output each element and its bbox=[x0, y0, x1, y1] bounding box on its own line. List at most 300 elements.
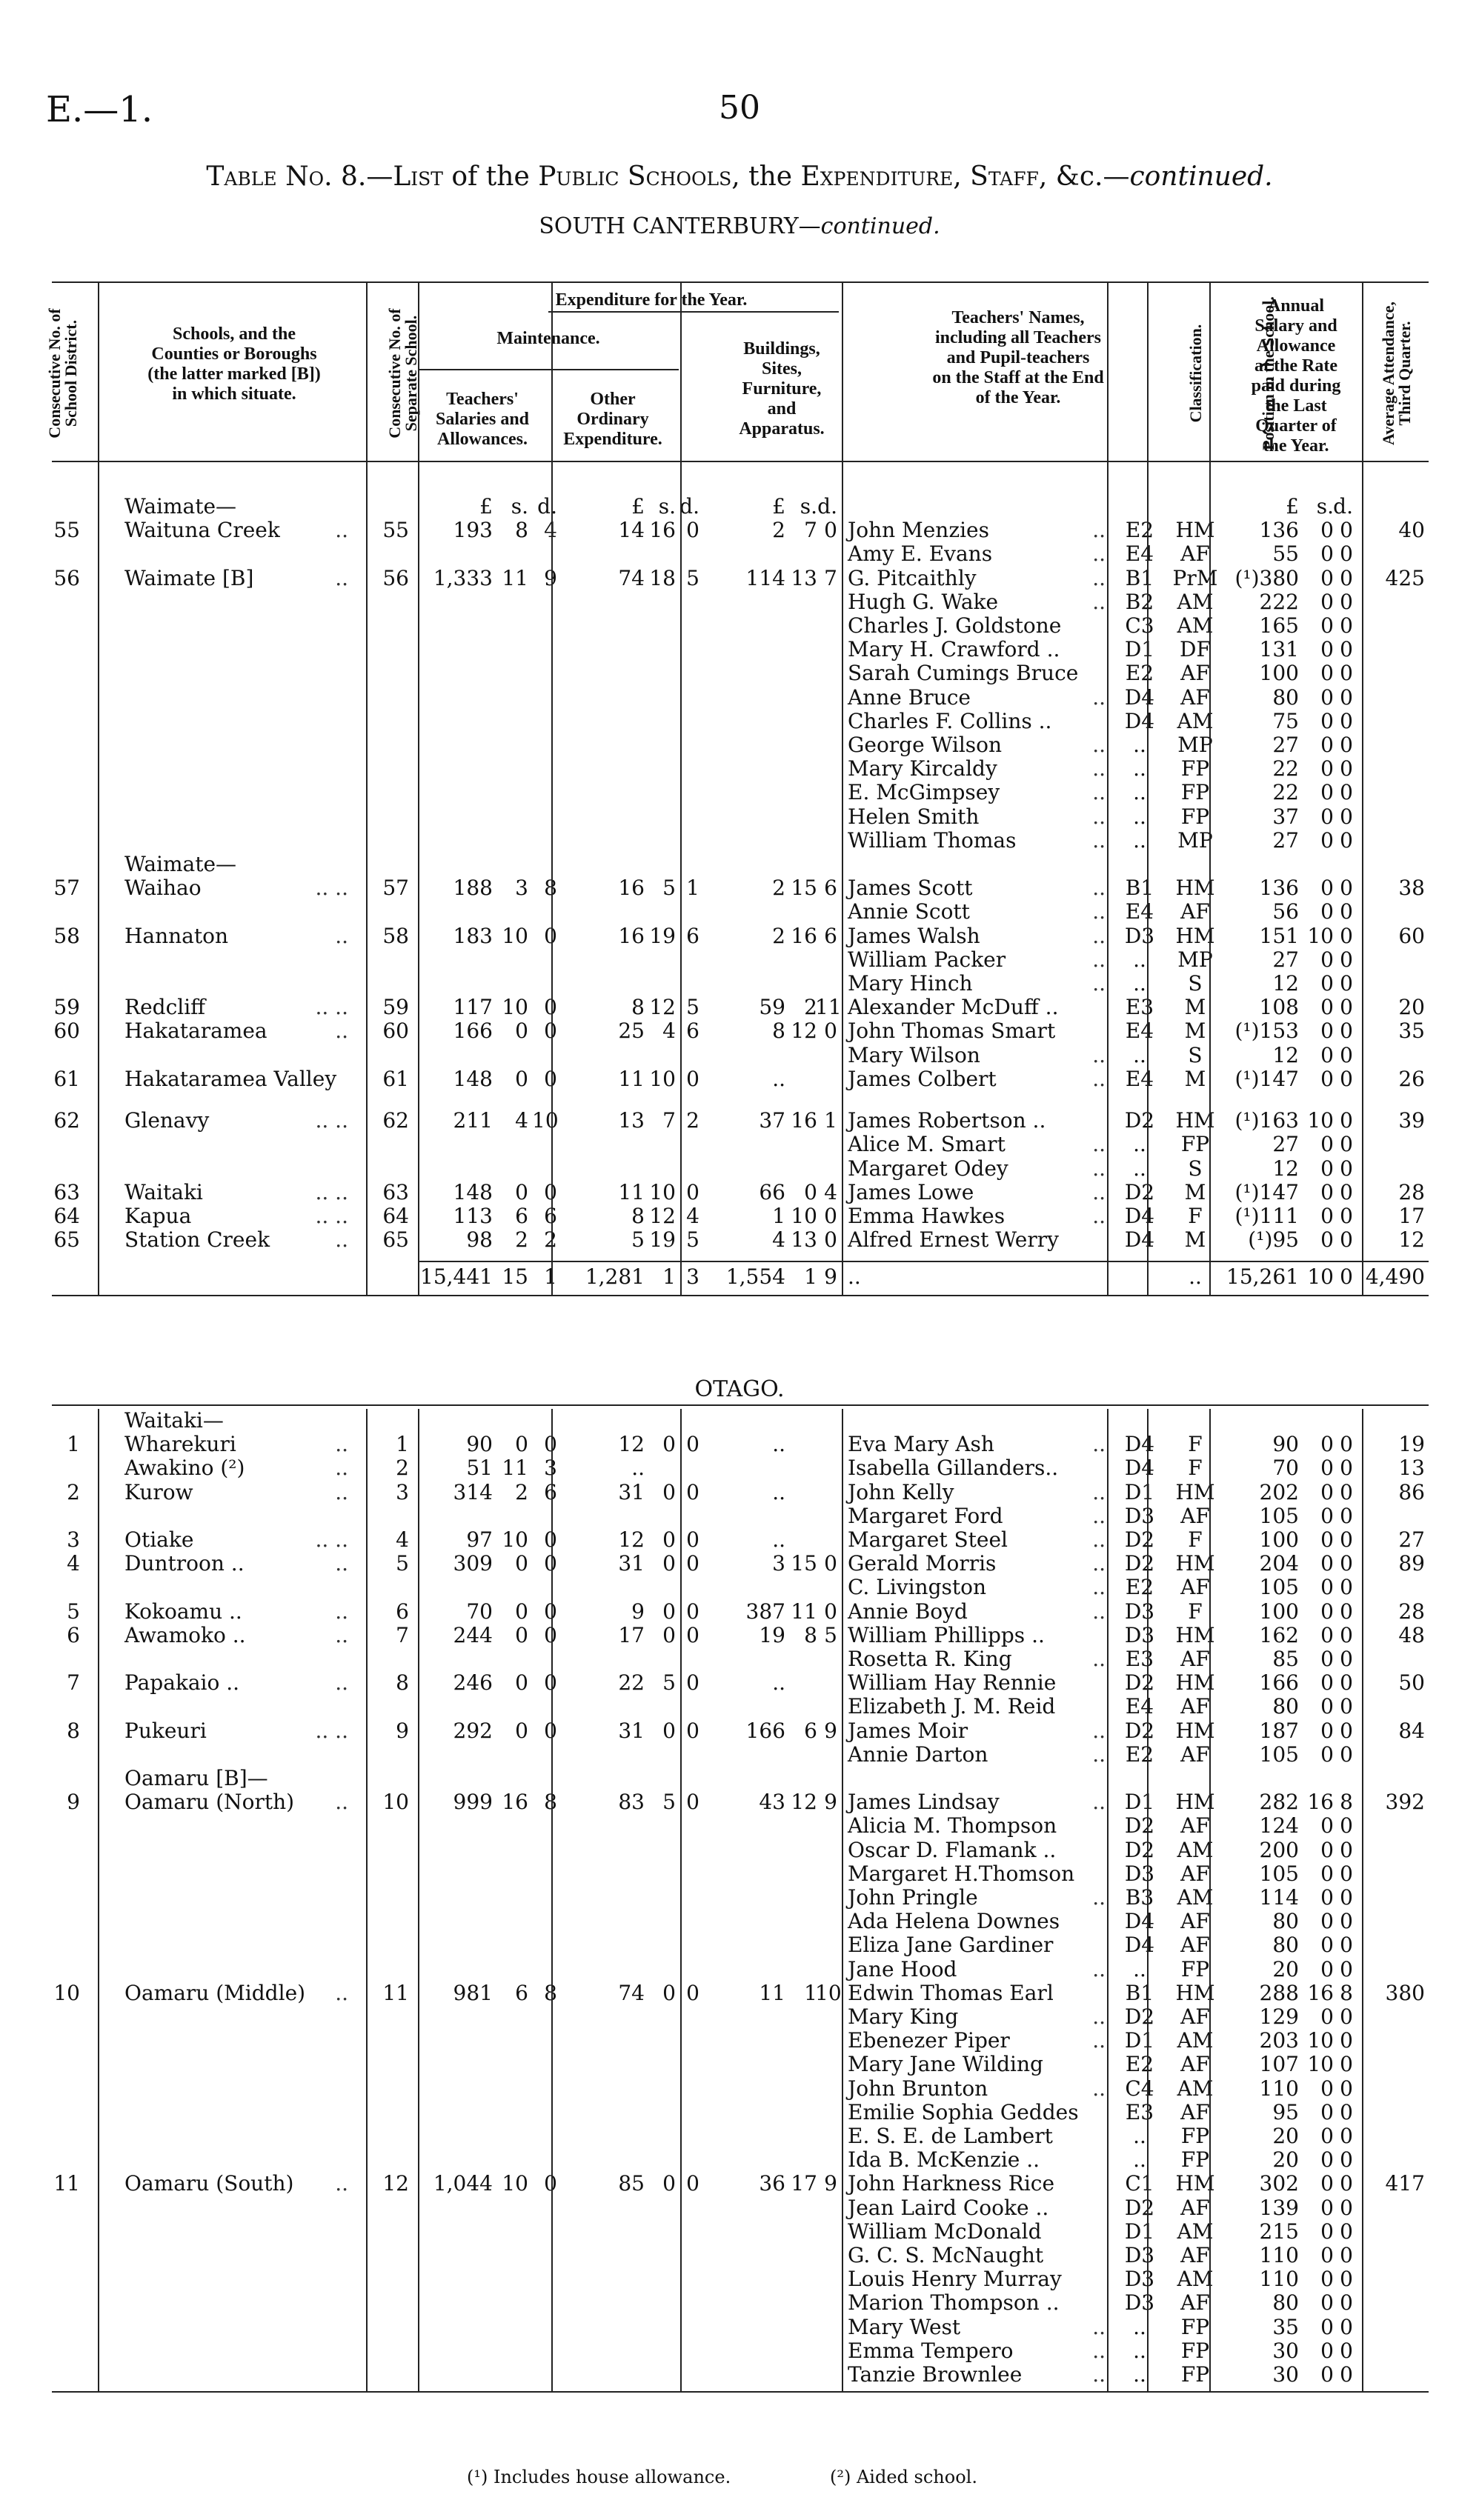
table-row bbox=[0, 1456, 1479, 1480]
cell-o2: s. bbox=[658, 494, 676, 519]
cell-sa3: 0 bbox=[1340, 1203, 1353, 1228]
table-row bbox=[0, 590, 1479, 614]
cell-teacher: James Robertson .. bbox=[848, 1108, 1046, 1133]
cell-sep: 57 bbox=[382, 876, 409, 901]
cell-t3: 0 bbox=[544, 1432, 557, 1457]
cell-cls: D2 bbox=[1124, 2004, 1155, 2029]
col-separate-no: Consecutive No. of Separate School. bbox=[385, 308, 420, 439]
cell-b2: 17 bbox=[791, 2171, 817, 2196]
cell-sep: 5 bbox=[396, 1551, 409, 1576]
cell-tdots: .. bbox=[1092, 1042, 1106, 1067]
cell-b1: 3 bbox=[772, 1551, 785, 1576]
cell-cls: D1 bbox=[1124, 637, 1155, 662]
col-names-l2: including all Teachers bbox=[934, 328, 1102, 347]
table-row bbox=[0, 542, 1479, 566]
cell-o2: 0 bbox=[662, 1599, 676, 1624]
cell-cls: D1 bbox=[1124, 1790, 1155, 1815]
cell-tdots: .. bbox=[1092, 589, 1106, 614]
table-row bbox=[0, 2244, 1479, 2267]
cell-cls: D4 bbox=[1124, 1933, 1155, 1958]
cell-o1: 83 bbox=[618, 1790, 645, 1815]
table-row bbox=[0, 829, 1479, 853]
table-row bbox=[0, 2124, 1479, 2148]
footnote-2: (²) Aided school. bbox=[830, 2467, 977, 2487]
cell-t2: 10 bbox=[502, 1527, 528, 1552]
cell-pos: FP bbox=[1180, 2338, 1210, 2363]
table-row bbox=[0, 519, 1479, 542]
table-row bbox=[0, 1204, 1479, 1228]
title-part3: Expenditure, Staff bbox=[800, 161, 1039, 192]
cell-sa3: 0 bbox=[1340, 733, 1353, 757]
cell-teacher: Helen Smith bbox=[848, 804, 980, 829]
cell-b3: 7 bbox=[824, 565, 837, 590]
cell-sep: 9 bbox=[396, 1718, 409, 1743]
cell-sa3: 0 bbox=[1340, 1227, 1353, 1253]
cell-o3: 0 bbox=[686, 1179, 699, 1204]
cell-t3: 0 bbox=[544, 995, 557, 1020]
cell-sa1: 204 bbox=[1259, 1551, 1299, 1576]
cell-sa1: 22 bbox=[1272, 756, 1299, 781]
cell-pos: AM bbox=[1177, 708, 1214, 733]
cell-t3: 2 bbox=[544, 1227, 557, 1253]
cell-sa1: 20 bbox=[1272, 2147, 1299, 2173]
cell-t1: 1,044 bbox=[433, 2171, 493, 2196]
cell-tdots: .. bbox=[1092, 1647, 1106, 1671]
cell-pos: HM bbox=[1175, 923, 1215, 948]
cell-o1: 8 bbox=[631, 995, 645, 1020]
title-prefix: Table No. 8.—List bbox=[206, 161, 443, 192]
cell-teacher: Isabella Gillanders.. bbox=[848, 1456, 1059, 1481]
cell-sa3: 0 bbox=[1340, 1909, 1353, 1934]
cell-tdots: .. bbox=[1092, 1479, 1106, 1504]
cell-school: Wharekuri bbox=[124, 1432, 236, 1457]
cell-pos: HM bbox=[1175, 1479, 1215, 1504]
section-title-south-canterbury bbox=[0, 213, 1479, 239]
cell-t2: 8 bbox=[515, 518, 528, 543]
cell-tdots: .. bbox=[1092, 1551, 1106, 1576]
cell-sa2: 0 bbox=[1320, 1694, 1334, 1719]
cell-sa3: 0 bbox=[1340, 1599, 1353, 1624]
table-row bbox=[0, 2005, 1479, 2029]
cell-tdots: .. bbox=[1092, 1575, 1106, 1600]
cell-sa2: 0 bbox=[1320, 1156, 1334, 1181]
cell-pos: MP bbox=[1177, 947, 1213, 972]
cell-sa2: 0 bbox=[1320, 2219, 1334, 2244]
cell-pos: AF bbox=[1180, 541, 1210, 567]
cell-o2: 10 bbox=[649, 1066, 676, 1091]
cell-sa2: 16 bbox=[1307, 1980, 1334, 2005]
cell-b3: 9 bbox=[824, 1264, 837, 1290]
table-row bbox=[0, 2196, 1479, 2220]
cell-t2: 10 bbox=[502, 2171, 528, 2196]
cell-teacher: William Phillipps .. bbox=[848, 1622, 1045, 1647]
table-row bbox=[0, 1067, 1479, 1091]
cell-sa3: 0 bbox=[1340, 2124, 1353, 2148]
col-salary-l2: Salary and bbox=[1254, 316, 1337, 336]
cell-sa3: 0 bbox=[1340, 1264, 1353, 1290]
table-row bbox=[0, 1933, 1479, 1957]
cell-t3: 0 bbox=[544, 1599, 557, 1624]
cell-sa3: 0 bbox=[1340, 2004, 1353, 2029]
cell-pos: AF bbox=[1180, 1647, 1210, 1671]
col-maintenance: Maintenance. bbox=[496, 329, 600, 348]
cell-sa2: 0 bbox=[1320, 1203, 1334, 1228]
col-salary-l3: Allowance bbox=[1256, 336, 1336, 356]
cell-teacher: Jane Hood bbox=[848, 1956, 957, 1981]
table-row bbox=[0, 661, 1479, 685]
cell-sep: 7 bbox=[396, 1622, 409, 1647]
cell-sa1: 80 bbox=[1272, 2290, 1299, 2316]
cell-sa2: 0 bbox=[1320, 1575, 1334, 1600]
cell-teacher: E. S. E. de Lambert bbox=[848, 2124, 1053, 2148]
cell-b3: 9 bbox=[824, 2171, 837, 2196]
cell-cls: D3 bbox=[1124, 1861, 1155, 1886]
cell-cls: .. bbox=[1133, 2362, 1146, 2387]
cell-no: 2 bbox=[67, 1479, 80, 1504]
cell-dots: .. bbox=[335, 1456, 348, 1481]
cell-o1: 11 bbox=[618, 1066, 645, 1091]
cell-sa2: 0 bbox=[1320, 899, 1334, 924]
cell-t3: 4 bbox=[544, 518, 557, 543]
cell-b2: 12 bbox=[791, 1790, 817, 1815]
cell-pos: F bbox=[1188, 1432, 1203, 1457]
cell-pos: AM bbox=[1177, 589, 1214, 614]
cell-sa2: 0 bbox=[1320, 1479, 1334, 1504]
cell-b1: 8 bbox=[772, 1019, 785, 1044]
cell-sa3: 0 bbox=[1340, 1956, 1353, 1981]
cell-pos: AM bbox=[1177, 1885, 1214, 1910]
cell-b1: 36 bbox=[759, 2171, 785, 2196]
cell-att: 50 bbox=[1398, 1670, 1425, 1696]
cell-cls: E4 bbox=[1125, 1694, 1154, 1719]
cell-att: 425 bbox=[1385, 565, 1425, 590]
table-row bbox=[0, 686, 1479, 710]
cell-att: 48 bbox=[1398, 1622, 1425, 1647]
cell-cls: D2 bbox=[1124, 1718, 1155, 1743]
cell-tdots: .. bbox=[1092, 2076, 1106, 2101]
cell-sa2: 0 bbox=[1320, 780, 1334, 805]
cell-b3: 0 bbox=[824, 1551, 837, 1576]
cell-t2: 6 bbox=[515, 1980, 528, 2005]
table-row bbox=[0, 1576, 1479, 1599]
cell-b1: 2 bbox=[772, 876, 785, 901]
cell-sa1: 162 bbox=[1259, 1622, 1299, 1647]
cell-o1: £ bbox=[631, 494, 645, 519]
cell-o2: 7 bbox=[662, 1108, 676, 1133]
cell-b3: 6 bbox=[824, 923, 837, 948]
cell-teacher: Annie Darton bbox=[848, 1741, 988, 1767]
table-row bbox=[0, 2339, 1479, 2363]
cell-t1: 193 bbox=[453, 518, 493, 543]
cell-teacher: William Thomas bbox=[848, 827, 1017, 853]
cell-pos: FP bbox=[1180, 2314, 1210, 2339]
cell-sa3: 0 bbox=[1340, 2147, 1353, 2173]
cell-t2: 16 bbox=[502, 1790, 528, 1815]
cell-sa3: 0 bbox=[1340, 2099, 1353, 2124]
cell-o3: 5 bbox=[686, 1227, 699, 1253]
cell-b1: .. bbox=[772, 1432, 785, 1457]
cell-t2: 2 bbox=[515, 1227, 528, 1253]
cell-pos: PrM bbox=[1172, 565, 1218, 590]
cell-tdots: .. bbox=[1092, 1432, 1106, 1457]
cell-cls: C1 bbox=[1125, 2171, 1154, 2196]
col-position: Position in the School. bbox=[1259, 296, 1277, 450]
cell-sa2: 0 bbox=[1320, 1456, 1334, 1481]
cell-o2: 10 bbox=[649, 1179, 676, 1204]
cell-teacher: Emilie Sophia Geddes bbox=[848, 2099, 1079, 2124]
vertical-rule bbox=[680, 281, 682, 1295]
cell-teacher: Mary Wilson bbox=[848, 1042, 980, 1067]
cell-t2: 6 bbox=[515, 1203, 528, 1228]
cell-cls: E2 bbox=[1125, 2052, 1154, 2077]
cell-dots: .. bbox=[335, 1790, 348, 1815]
table-row bbox=[0, 1181, 1479, 1204]
cell-dots: .. bbox=[335, 1432, 348, 1457]
cell-o1: 9 bbox=[631, 1599, 645, 1624]
cell-cls: C4 bbox=[1125, 2076, 1154, 2101]
cell-sa1: 20 bbox=[1272, 2124, 1299, 2148]
cell-tdots: .. bbox=[1092, 947, 1106, 972]
cell-t3: 6 bbox=[544, 1479, 557, 1504]
cell-t1: £ bbox=[479, 494, 493, 519]
col-buildings-l1: Buildings, bbox=[743, 339, 820, 359]
cell-t3: 0 bbox=[544, 1670, 557, 1696]
cell-pos: DF bbox=[1180, 637, 1211, 662]
cell-school: Kurow bbox=[124, 1479, 193, 1504]
cell-sa3: 0 bbox=[1340, 1108, 1353, 1133]
cell-sep: 55 bbox=[382, 518, 409, 543]
cell-b2: 1 bbox=[804, 1264, 817, 1290]
col-names-l1: Teachers' Names, bbox=[951, 308, 1085, 327]
cell-pos: AF bbox=[1180, 899, 1210, 924]
horizontal-rule bbox=[418, 369, 679, 370]
cell-sa3: 0 bbox=[1340, 804, 1353, 829]
cell-sa2: 10 bbox=[1307, 1108, 1334, 1133]
cell-pos: HM bbox=[1175, 2171, 1215, 2196]
cell-cls: E2 bbox=[1125, 1741, 1154, 1767]
cell-sa3: 0 bbox=[1340, 995, 1353, 1020]
cell-teacher: Edwin Thomas Earl bbox=[848, 1980, 1054, 2005]
cell-pos: M bbox=[1184, 1179, 1206, 1204]
table-row bbox=[0, 638, 1479, 661]
cell-cls: D1 bbox=[1124, 2028, 1155, 2053]
cell-pos: HM bbox=[1175, 1622, 1215, 1647]
cell-t2: 0 bbox=[515, 1670, 528, 1696]
cell-b2: 0 bbox=[804, 1179, 817, 1204]
cell-t2: 3 bbox=[515, 876, 528, 901]
table-row bbox=[0, 1814, 1479, 1838]
cell-sa3: 8 bbox=[1340, 1790, 1353, 1815]
cell-pos: FP bbox=[1180, 2147, 1210, 2173]
cell-dots: .. bbox=[335, 565, 348, 590]
cell-no: 63 bbox=[53, 1179, 80, 1204]
cell-dots: .. bbox=[335, 2171, 348, 2196]
cell-teacher: Marion Thompson .. bbox=[848, 2290, 1060, 2316]
cell-sa2: 0 bbox=[1320, 2099, 1334, 2124]
cell-sa1: 131 bbox=[1259, 637, 1299, 662]
table-row bbox=[0, 757, 1479, 781]
cell-teacher: John Harkness Rice bbox=[848, 2171, 1055, 2196]
cell-t1: 98 bbox=[466, 1227, 493, 1253]
cell-t1: 90 bbox=[466, 1432, 493, 1457]
cell-sa2: 0 bbox=[1320, 1599, 1334, 1624]
cell-t3: 8 bbox=[544, 876, 557, 901]
cell-b1: 2 bbox=[772, 518, 785, 543]
cell-o3: 1 bbox=[686, 876, 699, 901]
col-other-l1: Other bbox=[590, 390, 636, 409]
cell-cls: E4 bbox=[1125, 1019, 1154, 1044]
cell-cls: D4 bbox=[1124, 1909, 1155, 1934]
cell-cls: .. bbox=[1133, 1156, 1146, 1181]
cell-b1: 1 bbox=[772, 1203, 785, 1228]
cell-t3: 0 bbox=[544, 1718, 557, 1743]
cell-teacher: Oscar D. Flamank .. bbox=[848, 1837, 1057, 1862]
cell-b1: 19 bbox=[759, 1622, 785, 1647]
cell-school: Waitaki bbox=[124, 1179, 203, 1204]
cell-sa2: 0 bbox=[1320, 1909, 1334, 1934]
horizontal-rule bbox=[52, 2391, 1429, 2393]
cell-t3: 10 bbox=[532, 1108, 559, 1133]
cell-o1: 74 bbox=[618, 565, 645, 590]
cell-teacher: James Colbert bbox=[848, 1066, 997, 1091]
cell-sep: 10 bbox=[382, 1790, 409, 1815]
cell-t1: 148 bbox=[453, 1179, 493, 1204]
title-continued: continued. bbox=[1129, 161, 1273, 192]
cell-no: 61 bbox=[53, 1066, 80, 1091]
cell-pos: AF bbox=[1180, 1694, 1210, 1719]
cell-pos: M bbox=[1184, 995, 1206, 1020]
cell-t1: 70 bbox=[466, 1599, 493, 1624]
cell-t3: 0 bbox=[544, 1066, 557, 1091]
cell-sa1: 129 bbox=[1259, 2004, 1299, 2029]
table-row bbox=[0, 2172, 1479, 2196]
cell-sa3: 0 bbox=[1340, 756, 1353, 781]
cell-tdots: .. bbox=[1092, 1599, 1106, 1624]
cell-sa2: 0 bbox=[1320, 1670, 1334, 1696]
cell-pos: MP bbox=[1177, 733, 1213, 757]
cell-pos: AF bbox=[1180, 1575, 1210, 1600]
cell-b2: 6 bbox=[804, 1718, 817, 1743]
table-row bbox=[0, 1671, 1479, 1695]
cell-t3: 8 bbox=[544, 1790, 557, 1815]
cell-o1: 16 bbox=[618, 923, 645, 948]
cell-o3: d. bbox=[679, 494, 699, 519]
cell-pos: S bbox=[1188, 1042, 1203, 1067]
cell-o2: 19 bbox=[649, 923, 676, 948]
cell-o1: 74 bbox=[618, 1980, 645, 2005]
col-attendance: Average Attendance, Third Quarter. bbox=[1379, 301, 1414, 445]
cell-sa3: 0 bbox=[1340, 565, 1353, 590]
cell-o3: 0 bbox=[686, 1066, 699, 1091]
cell-b1: 11 bbox=[759, 1980, 785, 2005]
cell-tdots: .. bbox=[1092, 1156, 1106, 1181]
cell-att: 380 bbox=[1385, 1980, 1425, 2005]
cell-sep: 12 bbox=[382, 2171, 409, 2196]
table-row bbox=[0, 1958, 1479, 1981]
col-teachers-l1: Teachers' bbox=[446, 390, 519, 409]
cell-t3: 6 bbox=[544, 1203, 557, 1228]
vertical-rule bbox=[842, 281, 843, 1295]
cell-b1: 4 bbox=[772, 1227, 785, 1253]
cell-o3: 0 bbox=[686, 518, 699, 543]
cell-att: 12 bbox=[1398, 1227, 1425, 1253]
col-buildings-l2: Sites, bbox=[762, 359, 802, 379]
cell-sa2: 0 bbox=[1320, 541, 1334, 567]
cell-cls: D2 bbox=[1124, 1108, 1155, 1133]
col-other-expenditure bbox=[547, 390, 679, 450]
cell-sa1: 95 bbox=[1272, 2099, 1299, 2124]
cell-sa3: 0 bbox=[1340, 1647, 1353, 1671]
cell-dots: .. bbox=[335, 1551, 348, 1576]
cell-pos: AF bbox=[1180, 2004, 1210, 2029]
cell-sa1: 107 bbox=[1259, 2052, 1299, 2077]
cell-cls: D3 bbox=[1124, 2267, 1155, 2292]
cell-sa1: 136 bbox=[1259, 518, 1299, 543]
col-names-l3: and Pupil-teachers bbox=[946, 348, 1090, 367]
cell-cls: E2 bbox=[1125, 661, 1154, 686]
cell-cls: .. bbox=[1133, 947, 1146, 972]
cell-sa1: 110 bbox=[1259, 2267, 1299, 2292]
cell-cls: D4 bbox=[1124, 708, 1155, 733]
cell-sa1: 70 bbox=[1272, 1456, 1299, 1481]
cell-o3: 0 bbox=[686, 1479, 699, 1504]
vertical-rule bbox=[1209, 1409, 1211, 2391]
cell-sa1: (¹)147 bbox=[1234, 1066, 1299, 1091]
cell-sa2: 0 bbox=[1320, 1837, 1334, 1862]
cell-pos: AM bbox=[1177, 2267, 1214, 2292]
cell-t1: 15,441 bbox=[420, 1264, 493, 1290]
cell-no: 57 bbox=[53, 876, 80, 901]
cell-o2: 12 bbox=[649, 1203, 676, 1228]
cell-o3: 0 bbox=[686, 1551, 699, 1576]
cell-sa1: 80 bbox=[1272, 684, 1299, 710]
cell-teacher: Amy E. Evans bbox=[848, 541, 993, 567]
table-row bbox=[0, 1504, 1479, 1528]
table-row bbox=[0, 2220, 1479, 2244]
cell-sa1: (¹)153 bbox=[1234, 1019, 1299, 1044]
cell-b3: 4 bbox=[824, 1179, 837, 1204]
cell-att: 20 bbox=[1398, 995, 1425, 1020]
cell-sa2: 0 bbox=[1320, 1813, 1334, 1839]
cell-t2: 0 bbox=[515, 1599, 528, 1624]
cell-o1: 12 bbox=[618, 1527, 645, 1552]
cell-teacher: John Kelly bbox=[848, 1479, 954, 1504]
table-row bbox=[0, 2077, 1479, 2101]
cell-t3: 0 bbox=[544, 1179, 557, 1204]
cell-sa3: 0 bbox=[1340, 2052, 1353, 2077]
cell-t1: 148 bbox=[453, 1066, 493, 1091]
cell-pos: AF bbox=[1180, 1909, 1210, 1934]
cell-pos: M bbox=[1184, 1066, 1206, 1091]
cell-b2: 16 bbox=[791, 1108, 817, 1133]
cell-tdots: .. bbox=[1092, 756, 1106, 781]
cell-o3: 6 bbox=[686, 1019, 699, 1044]
vertical-rule bbox=[1107, 1409, 1109, 2391]
cell-school: Waitaki— bbox=[124, 1408, 224, 1433]
cell-o1: 12 bbox=[618, 1432, 645, 1457]
cell-sa1: 222 bbox=[1259, 589, 1299, 614]
cell-t1: 117 bbox=[453, 995, 493, 1020]
cell-t1: 246 bbox=[453, 1670, 493, 1696]
cell-school: Oamaru (Middle) bbox=[124, 1980, 306, 2005]
cell-sa1: 12 bbox=[1272, 971, 1299, 996]
cell-sa1: 203 bbox=[1259, 2028, 1299, 2053]
vertical-rule bbox=[1147, 1409, 1149, 2391]
cell-sa3: 0 bbox=[1340, 971, 1353, 996]
cell-cls: C3 bbox=[1125, 613, 1154, 638]
cell-sep: 60 bbox=[382, 1019, 409, 1044]
cell-cls: D3 bbox=[1124, 1503, 1155, 1528]
